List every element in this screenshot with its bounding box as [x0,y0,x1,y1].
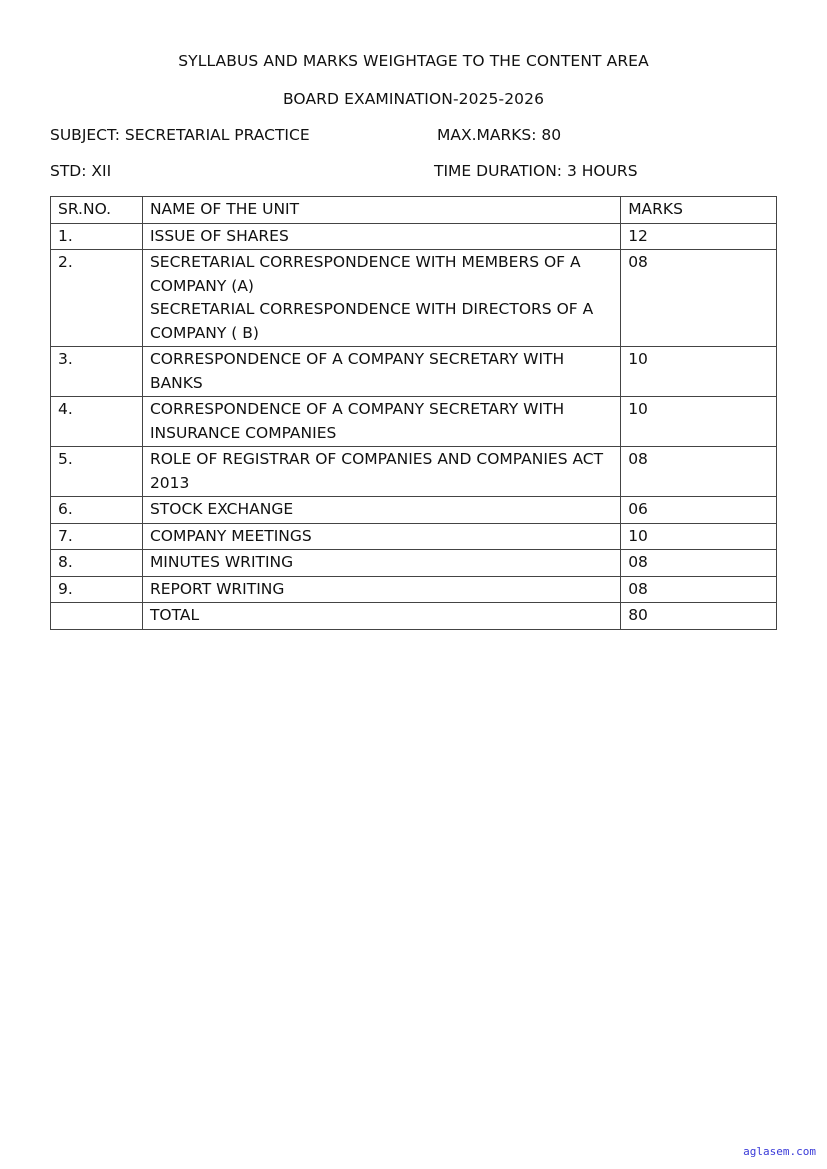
column-header-sr-no: SR.NO. [51,197,143,224]
unit-name-cell [142,347,620,397]
sr-no-cell: 1. [51,223,143,250]
sr-no-cell: 4. [51,397,143,447]
marks-cell: 10 [621,397,777,447]
marks-cell: 08 [621,576,777,603]
marks-cell: 08 [621,550,777,577]
marks-cell: 06 [621,497,777,524]
unit-name-cell [142,497,620,524]
unit-name-text: ROLE OF REGISTRAR OF COMPANIES AND COMPANIES ACT 2013 [149,450,604,492]
unit-name-text: SECRETARIAL CORRESPONDENCE WITH DIRECTORS OF A COMPANY ( B) [149,300,594,342]
marks-cell: 10 [621,347,777,397]
exam-title: BOARD EXAMINATION-2025-2026 [282,90,545,108]
unit-name-text: ISSUE OF SHARES [149,226,289,245]
unit-name-text: REPORT WRITING [149,579,285,598]
unit-name-cell [142,397,620,447]
unit-name-text: CORRESPONDENCE OF A COMPANY SECRETARY WITH BANKS [149,350,565,392]
table-row [51,223,777,250]
table-row [51,550,777,577]
sr-no-cell: 7. [51,523,143,550]
unit-name-text: MINUTES WRITING [149,553,294,571]
time-duration-label: TIME DURATION: 3 HOURS [434,162,638,180]
unit-name-text: SECRETARIAL CORRESPONDENCE WITH MEMBERS OF A COMPANY (A) [149,253,581,295]
sr-no-cell: 5. [51,447,143,497]
column-header-marks: MARKS [621,197,777,224]
table-row [51,250,777,347]
unit-name-cell [142,250,620,347]
sr-no-cell: 2. [51,250,143,347]
total-sr-cell [51,603,143,630]
std-label: STD: XII [50,162,112,180]
sr-no-cell: 3. [51,347,143,397]
unit-name-text: STOCK EXCHANGE [149,500,294,518]
watermark: aglasem.com [743,1145,816,1158]
unit-name-cell [142,576,620,603]
total-label: TOTAL [142,603,620,630]
column-header-unit-name: NAME OF THE UNIT [142,197,620,224]
marks-cell: 12 [621,223,777,250]
syllabus-table [50,196,777,630]
table-row [51,397,777,447]
unit-name-cell [142,223,620,250]
table-header-row [51,197,777,224]
total-row [51,603,777,630]
sr-no-cell: 9. [51,576,143,603]
sr-no-cell: 8. [51,550,143,577]
document-title: SYLLABUS AND MARKS WEIGHTAGE TO THE CONTENT AREA [178,52,649,70]
max-marks-label: MAX.MARKS: 80 [437,126,562,144]
sr-no-cell: 6. [51,497,143,524]
table-row [51,347,777,397]
table-row [51,576,777,603]
unit-name-cell [142,550,620,577]
table-row [51,523,777,550]
unit-name-text: CORRESPONDENCE OF A COMPANY SECRETARY WITH INSURANCE COMPANIES [149,400,565,442]
unit-name-cell [142,447,620,497]
marks-cell: 08 [621,447,777,497]
subject-label: SUBJECT: SECRETARIAL PRACTICE [50,126,310,144]
total-marks: 80 [621,603,777,630]
table-body [51,223,777,603]
marks-cell: 10 [621,523,777,550]
marks-cell: 08 [621,250,777,347]
unit-name-cell [142,523,620,550]
unit-name-text: COMPANY MEETINGS [149,526,312,545]
table-row [51,447,777,497]
table-row [51,497,777,524]
